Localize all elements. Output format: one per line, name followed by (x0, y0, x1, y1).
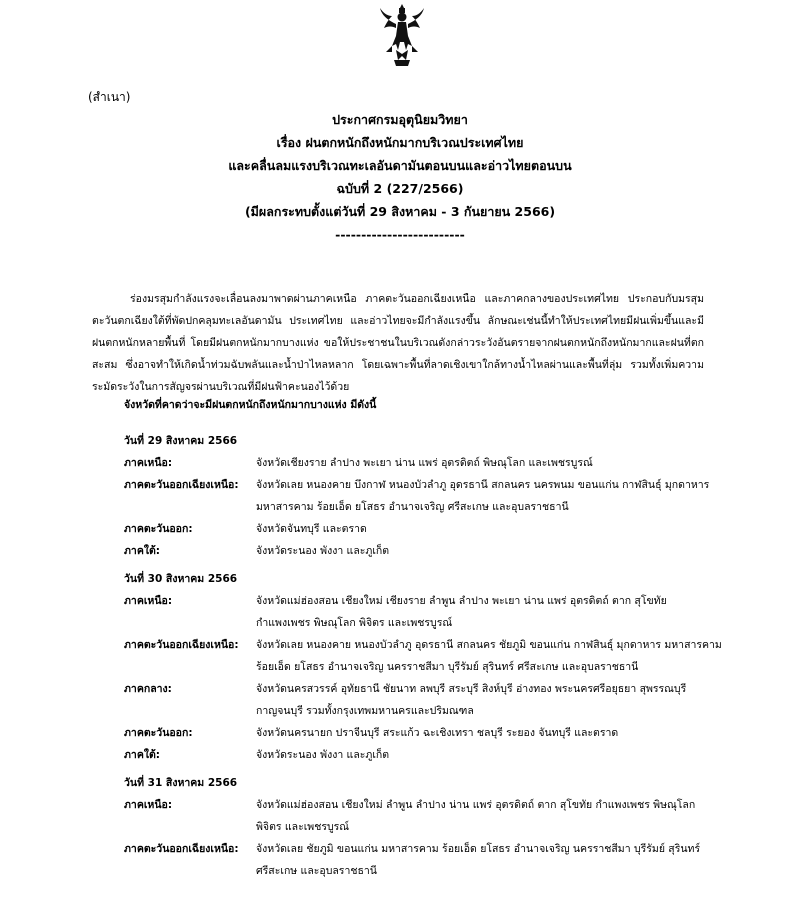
region-label: ภาคตะวันออก: (124, 727, 193, 739)
region-row (124, 722, 724, 744)
province-list: จังหวัดเลย หนองคาย บึงกาฬ หนองบัวลำภู อุดรธานี สกลนคร นครพนม ขอนแก่น กาฬสินธุ์ มุกดาหาร มหาสารคาม ร้อยเอ็ด ยโสธร อำนาจเจริญ ศรีสะเกษ และอุบลราชธานี (256, 479, 710, 513)
subject-line: เรื่อง ฝนตกหนักถึงหนักมากบริเวณประเทศไทย (276, 135, 524, 150)
day-section (124, 568, 724, 766)
day-section (124, 772, 724, 882)
region-label: ภาคเหนือ: (124, 799, 173, 811)
province-list: จังหวัดนครสวรรค์ อุทัยธานี ชัยนาท ลพบุรี สระบุรี สิงห์บุรี อ่างทอง พระนครศรีอยุธยา สุพรรณบุรี กาญจนบุรี รวมทั้งกรุงเทพมหานครและปริมณฑล (256, 683, 687, 717)
region-label: ภาคตะวันออกเฉียงเหนือ: (124, 843, 239, 855)
announcement-header (0, 108, 800, 246)
subject-line-2: และคลื่นลมแรงบริเวณทะเลอันดามันตอนบนและอ่าวไทยตอนบน (228, 158, 572, 173)
province-list: จังหวัดแม่ฮ่องสอน เชียงใหม่ เชียงราย ลำพูน ลำปาง พะเยา น่าน แพร่ อุตรดิตถ์ ตาก สุโขทัย กำแพงเพชร พิษณุโลก พิจิตร และเพชรบูรณ์ (256, 595, 667, 629)
province-list: จังหวัดเลย ชัยภูมิ ขอนแก่น มหาสารคาม ร้อยเอ็ด ยโสธร อำนาจเจริญ นครราชสีมา บุรีรัมย์ สุรินทร์ ศรีสะเกษ และอุบลราชธานี (256, 843, 701, 877)
day-title: วันที่ 29 สิงหาคม 2566 (124, 435, 238, 447)
province-list: จังหวัดนครนายก ปราจีนบุรี สระแก้ว ฉะเชิงเทรา ชลบุรี ระยอง จันทบุรี และตราด (256, 727, 619, 739)
issue-number: ฉบับที่ 2 (227/2566) (336, 181, 464, 196)
region-label: ภาคตะวันออกเฉียงเหนือ: (124, 479, 239, 491)
region-row (124, 540, 724, 562)
region-label: ภาคใต้: (124, 545, 160, 557)
province-list: จังหวัดเชียงราย ลำปาง พะเยา น่าน แพร่ อุตรดิตถ์ พิษณุโลก และเพชรบูรณ์ (256, 457, 593, 469)
province-list: จังหวัดเลย หนองคาย หนองบัวลำภู อุดรธานี สกลนคร ชัยภูมิ ขอนแก่น กาฬสินธุ์ มุกดาหาร มหาสารคาม ร้อยเอ็ด ยโสธร อำนาจเจริญ นครราชสีมา บุรีรัมย์ สุรินทร์ ศรีสะเกษ และอุบลราชธานี (256, 639, 722, 673)
copy-label: (สำเนา) (88, 90, 131, 104)
region-row (124, 590, 724, 634)
region-row (124, 744, 724, 766)
region-label: ภาคเหนือ: (124, 457, 173, 469)
region-row (124, 838, 724, 882)
region-label: ภาคเหนือ: (124, 595, 173, 607)
intro-paragraph: ร่องมรสุมกำลังแรงจะเลื่อนลงมาพาดผ่านภาคเหนือ ภาคตะวันออกเฉียงเหนือ และภาคกลางของประเทศไทย ประกอบกับมรสุมตะวันตกเฉียงใต้ที่พัดปกคลุมทะเลอันดามัน ประเทศไทย และอ่าวไทยจะมีกำลังแรงขึ้น ลักษณะเช่นนี้ทำให้ประเทศไทยมีฝนเพิ่มขึ้นและมีฝนตกหนักหลายพื้นที่ โดยมีฝนตกหนักมากบางแห่ง ขอให้ประชาชนในบริเวณดังกล่าวระวังอันตรายจากฝนตกหนักถึงหนักมากและฝนที่ตกสะสม ซึ่งอาจทำให้เกิดน้ำท่วมฉับพลันและน้ำป่าไหลหลาก โดยเฉพาะพื้นที่ลาดเชิงเขาใกล้ทางน้ำไหลผ่านและพื้นที่ลุ่ม รวมทั้งเพิ่มความระมัดระวังในการสัญจรผ่านบริเวณที่มีฝนฟ้าคะนองไว้ด้วย (92, 293, 704, 393)
region-row (124, 794, 724, 838)
effective-period: (มีผลกระทบตั้งแต่วันที่ 29 สิงหาคม - 3 กันยายน 2566) (244, 204, 556, 219)
region-label: ภาคตะวันออกเฉียงเหนือ: (124, 639, 239, 651)
region-row (124, 474, 724, 518)
issuer-title: ประกาศกรมอุตุนิยมวิทยา (332, 112, 468, 127)
province-list: จังหวัดระนอง พังงา และภูเก็ต (256, 749, 390, 761)
region-label: ภาคใต้: (124, 749, 160, 761)
province-list: จังหวัดจันทบุรี และตราด (256, 523, 367, 535)
day-section (124, 430, 724, 562)
garuda-emblem-icon (378, 2, 426, 68)
region-label: ภาคตะวันออก: (124, 523, 193, 535)
region-row (124, 678, 724, 722)
provinces-subheading: จังหวัดที่คาดว่าจะมีฝนตกหนักถึงหนักมากบางแห่ง มีดังนี้ (124, 399, 377, 411)
region-row (124, 634, 724, 678)
province-list: จังหวัดแม่ฮ่องสอน เชียงใหม่ ลำพูน ลำปาง น่าน แพร่ อุตรดิตถ์ ตาก สุโขทัย กำแพงเพชร พิษณุโลก พิจิตร และเพชรบูรณ์ (256, 799, 696, 833)
day-title: วันที่ 31 สิงหาคม 2566 (124, 777, 238, 789)
region-row (124, 518, 724, 540)
header-divider: ------------------------- (335, 227, 465, 242)
region-row (124, 452, 724, 474)
daily-forecast-list (124, 430, 724, 888)
province-list: จังหวัดระนอง พังงา และภูเก็ต (256, 545, 390, 557)
region-label: ภาคกลาง: (124, 683, 172, 695)
day-title: วันที่ 30 สิงหาคม 2566 (124, 573, 238, 585)
